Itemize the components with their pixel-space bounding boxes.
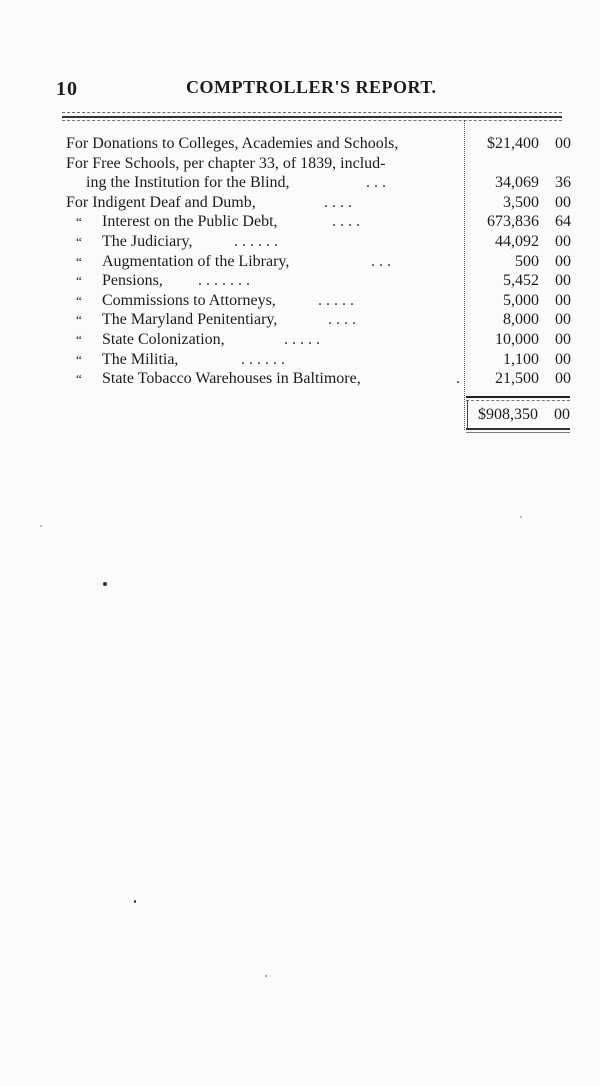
ditto-mark: “ — [76, 331, 82, 347]
ledger-row — [66, 310, 571, 330]
header-rule-main — [62, 116, 562, 118]
ledger-amount — [461, 252, 571, 272]
ledger-cents: 00 — [555, 350, 571, 368]
ledger-row — [66, 212, 571, 232]
ledger-description: The Judiciary, — [102, 232, 193, 250]
ledger-dollars: 673,836 — [487, 213, 539, 231]
ditto-mark: “ — [76, 273, 82, 289]
ledger-row — [66, 173, 571, 193]
ledger-cents: 64 — [555, 213, 571, 231]
leader-dots: . . . . — [324, 193, 352, 211]
ledger-description: Interest on the Public Debt, — [102, 213, 278, 231]
ditto-mark: “ — [76, 351, 82, 367]
ledger-row — [66, 193, 571, 213]
ledger-dollars: 1,100 — [503, 350, 539, 368]
appropriations-ledger — [66, 134, 571, 389]
total-dollars: $908,350 — [478, 406, 538, 423]
ledger-cents: 00 — [555, 252, 571, 270]
ledger-row — [66, 252, 571, 272]
ledger-dollars: 5,000 — [503, 291, 539, 309]
running-head: COMPTROLLER'S REPORT. — [186, 77, 437, 97]
ledger-row — [66, 134, 571, 154]
ledger-amount — [461, 291, 571, 311]
total-cents: 00 — [554, 406, 570, 423]
ledger-cents: 00 — [555, 291, 571, 309]
leader-dots: . . . — [371, 252, 391, 270]
ledger-description: ing the Institution for the Blind, — [86, 174, 290, 192]
ledger-amount — [461, 173, 571, 193]
ledger-row — [66, 330, 571, 350]
ledger-amount — [461, 193, 571, 213]
ledger-amount — [461, 330, 571, 350]
leader-dots: . . . . . . . — [198, 272, 250, 290]
ink-speck — [103, 582, 107, 586]
ledger-amount — [461, 271, 571, 291]
ditto-mark: “ — [76, 371, 82, 387]
ledger-cents: 00 — [555, 193, 571, 211]
ledger-description: For Indigent Deaf and Dumb, — [66, 193, 256, 211]
ledger-dollars: 8,000 — [503, 311, 539, 329]
leader-dots: . . . . . . — [234, 232, 278, 250]
ledger-cents: 00 — [555, 311, 571, 329]
ledger-cents: 00 — [555, 135, 571, 152]
ledger-amount — [461, 350, 571, 370]
ledger-amount — [461, 232, 571, 252]
ink-speck — [520, 516, 522, 518]
ledger-cents: 00 — [555, 370, 571, 388]
ledger-row — [66, 291, 571, 311]
ditto-mark: “ — [76, 312, 82, 328]
leader-dots: . . . — [366, 174, 386, 192]
ledger-dollars: 3,500 — [503, 193, 539, 211]
ledger-row — [66, 232, 571, 252]
ledger-cents: 00 — [555, 232, 571, 250]
ledger-description: The Maryland Penitentiary, — [102, 311, 278, 329]
ledger-description: State Colonization, — [102, 330, 225, 348]
leader-dots: . . . . — [332, 213, 360, 231]
ledger-cents: 00 — [555, 330, 571, 348]
ledger-dollars: 34,069 — [495, 174, 539, 192]
ink-speck — [134, 900, 136, 903]
ledger-description: Pensions, — [102, 272, 163, 290]
ledger-row — [66, 369, 571, 389]
ledger-cents: 00 — [555, 272, 571, 290]
ledger-amount — [461, 134, 571, 154]
header-rule-top — [62, 112, 562, 113]
ledger-description: Commissions to Attorneys, — [102, 291, 276, 309]
ledger-description: Augmentation of the Library, — [102, 252, 290, 270]
ditto-mark: “ — [76, 233, 82, 249]
ledger-row — [66, 154, 571, 174]
header-rule-bottom — [62, 120, 562, 121]
ledger-dollars: 5,452 — [503, 272, 539, 290]
total-underline-thin — [466, 432, 570, 433]
leader-dots: . . . . . — [284, 330, 320, 348]
ditto-mark: “ — [76, 253, 82, 269]
leader-dots: . — [456, 370, 460, 388]
ledger-description: State Tobacco Warehouses in Baltimore, — [102, 370, 361, 388]
ink-speck — [265, 975, 267, 977]
ledger-dollars: 10,000 — [495, 330, 539, 348]
total-rule-dashed — [466, 400, 570, 401]
ledger-amount — [461, 369, 571, 389]
grand-total — [468, 405, 570, 425]
ledger-dollars: 21,500 — [495, 370, 539, 388]
ledger-dollars: 44,092 — [495, 232, 539, 250]
ditto-mark: “ — [76, 292, 82, 308]
ledger-row — [66, 271, 571, 291]
ledger-description: The Militia, — [102, 350, 179, 368]
leader-dots: . . . . — [328, 311, 356, 329]
leader-dots: . . . . . — [318, 291, 354, 309]
ledger-amount — [461, 310, 571, 330]
ledger-dollars: 500 — [515, 252, 539, 270]
ledger-description: For Free Schools, per chapter 33, of 1839, includ- — [66, 154, 386, 172]
total-underline — [466, 428, 570, 430]
ledger-amount — [461, 212, 571, 232]
ink-speck — [40, 525, 42, 527]
leader-dots: . . . . . . — [241, 350, 285, 368]
ditto-mark: “ — [76, 214, 82, 230]
ledger-cents: 36 — [555, 174, 571, 192]
total-rule — [466, 396, 570, 398]
ledger-row — [66, 350, 571, 370]
page-number: 10 — [56, 78, 78, 100]
ledger-description: For Donations to Colleges, Academies and Schools, — [66, 135, 399, 152]
ledger-dollars: $21,400 — [487, 135, 539, 152]
